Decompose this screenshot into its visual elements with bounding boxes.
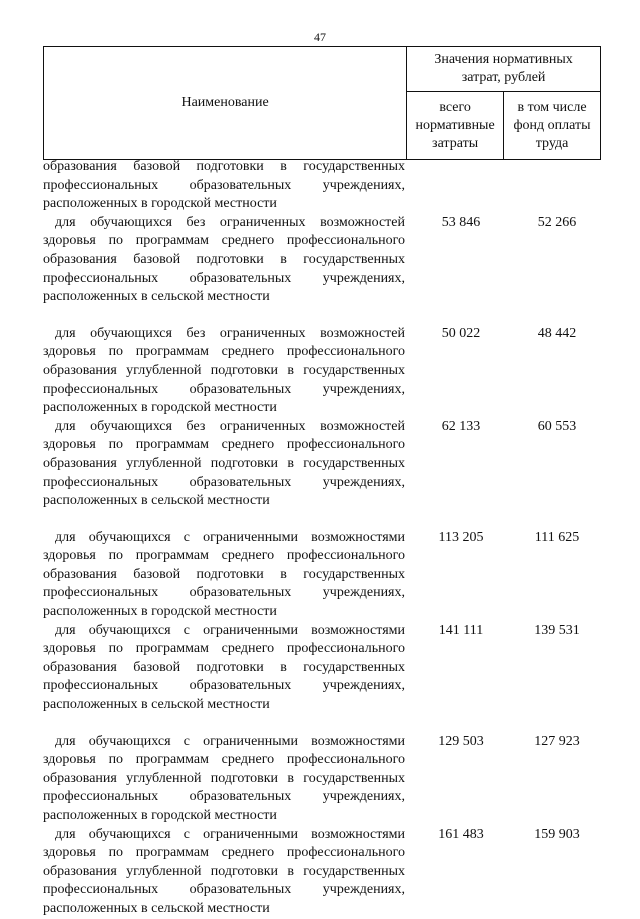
row-description: для обучающихся без ограниченных возможностей здоровья по программам среднего профессионального образования углубленной подготовки в государственных профессиональных образовательных учреждениях, расположенных в городской местности	[43, 325, 405, 416]
page-number: 47	[314, 30, 326, 44]
table-header	[43, 46, 601, 160]
row-description: для обучающихся без ограниченных возможностей здоровья по программам среднего профессионального образования базовой подготовки в государственных профессиональных образовательных учреждениях, расположенных в сельской местности	[43, 214, 405, 305]
row-total-value: 50 022	[441, 325, 481, 341]
header-values-group-label: Значения нормативных затрат, рублей	[434, 52, 573, 86]
table-row	[43, 622, 603, 715]
table-body	[43, 158, 603, 919]
header-total-column	[407, 92, 504, 160]
row-description: для обучающихся с ограниченными возможностями здоровья по программам среднего профессионального образования базовой подготовки в государственных профессиональных образовательных учреждениях, расположенных в сельской местности	[43, 622, 405, 713]
row-fund-value: 60 553	[537, 418, 577, 434]
row-fund-value: 48 442	[537, 325, 577, 341]
table-row	[43, 325, 603, 418]
row-fund-value: 159 903	[534, 826, 580, 842]
table-row	[43, 214, 603, 307]
row-fund-value: 111 625	[534, 529, 580, 545]
row-total-value: 161 483	[438, 826, 484, 842]
row-description: для обучающихся с ограниченными возможностями здоровья по программам среднего профессионального образования углубленной подготовки в государственных профессиональных образовательных учреждениях, расположенных в сельской местности	[43, 826, 405, 916]
continuation-text: образования базовой подготовки в государственных профессиональных образовательных учреждениях, расположенных в городской местности	[43, 159, 405, 212]
row-total-value: 62 133	[441, 418, 481, 434]
header-fund-column	[504, 92, 601, 160]
row-description: для обучающихся без ограниченных возможностей здоровья по программам среднего профессионального образования углубленной подготовки в государственных профессиональных образовательных учреждениях, расположенных в сельской местности	[43, 418, 405, 509]
row-fund-value: 127 923	[534, 733, 580, 749]
row-fund-value: 139 531	[534, 622, 580, 638]
row-description: для обучающихся с ограниченными возможностями здоровья по программам среднего профессионального образования углубленной подготовки в государственных профессиональных образовательных учреждениях, расположенных в городской местности	[43, 733, 405, 823]
row-total-value: 141 111	[438, 622, 484, 638]
row-total-value: 53 846	[441, 214, 481, 230]
header-total-label: всего нормативные затраты	[415, 99, 495, 151]
header-fund-label: в том числе фонд оплаты труда	[513, 99, 591, 151]
continuation-row	[43, 158, 603, 214]
header-name-column: Наименование	[44, 47, 407, 160]
table-row	[43, 418, 603, 511]
table-row	[43, 733, 603, 826]
header-values-group	[407, 47, 601, 92]
row-fund-value: 52 266	[537, 214, 577, 230]
row-total-value: 113 205	[438, 529, 484, 545]
table-row	[43, 529, 603, 622]
row-description: для обучающихся с ограниченными возможностями здоровья по программам среднего профессионального образования базовой подготовки в государственных профессиональных образовательных учреждениях, расположенных в городской местности	[43, 529, 405, 620]
row-total-value: 129 503	[438, 733, 484, 749]
